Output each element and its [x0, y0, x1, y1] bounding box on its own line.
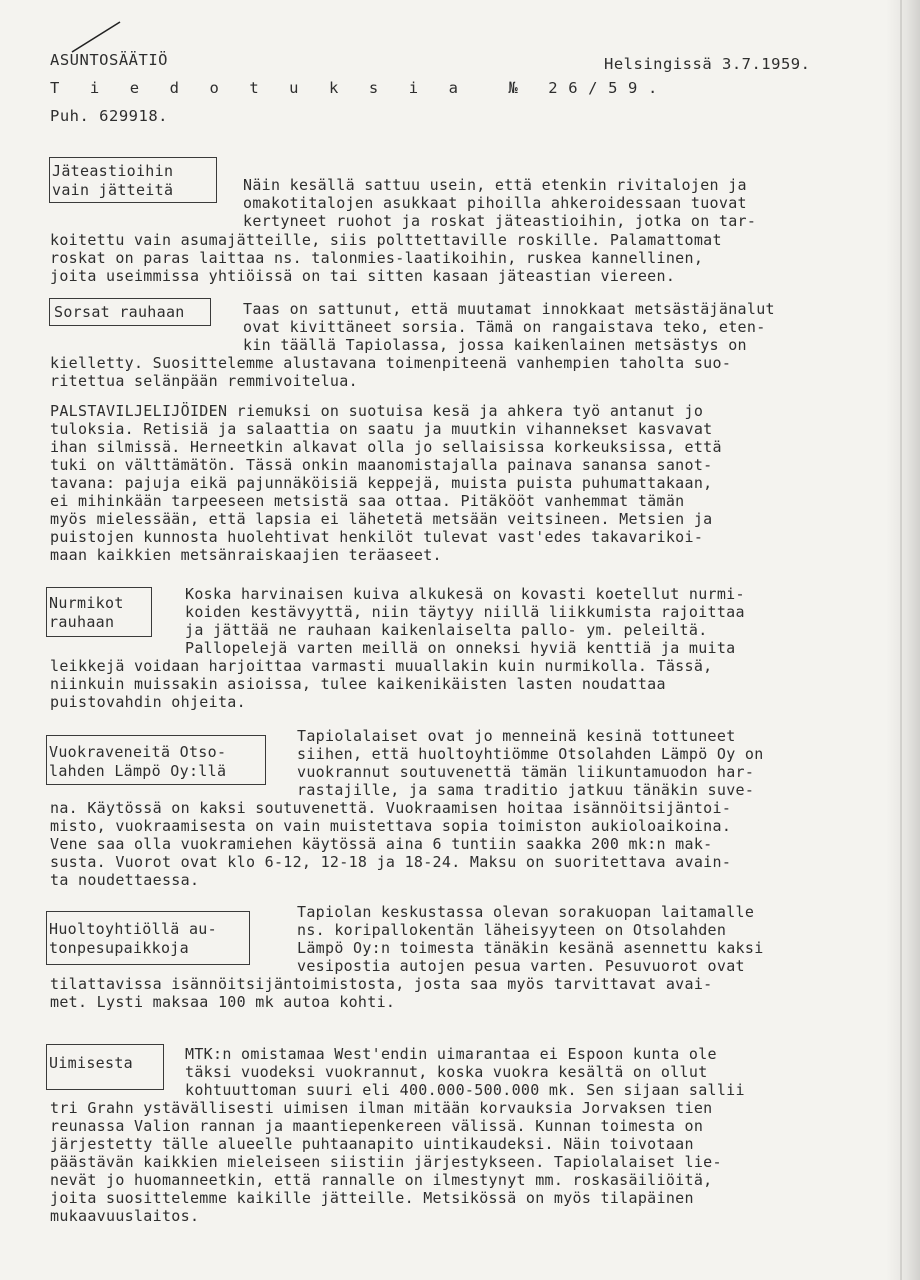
text-line: rastajille, ja sama traditio jatkuu tänäkin suve- — [297, 781, 755, 799]
text-line: Tapiolan keskustassa olevan sorakuopan laitamalle — [297, 903, 755, 921]
text-line: met. Lysti maksaa 100 mk autoa kohti. — [50, 993, 396, 1011]
text-line: roskat on paras laittaa ns. talonmies-laatikoihin, ruskea kannellinen, — [50, 249, 704, 267]
text-line: vesipostia autojen pesua varten. Pesuvuorot ovat — [297, 957, 745, 975]
text-line: koiden kestävyyttä, niin täytyy niillä liikkumista rajoittaa — [185, 603, 745, 621]
text-line: reunassa Valion rannan ja maantiepenkereen välissä. Kunnan toimesta on — [50, 1117, 704, 1135]
text-line: ei mihinkään tarpeeseen metsistä saa ottaa. Pitäkööt vanhemmat tämän — [50, 492, 685, 510]
text-line: ta noudettaessa. — [50, 871, 200, 889]
section-heading-box-lawns — [46, 587, 152, 637]
text-line: niinkuin muissakin asioissa, tulee kaikenikäisten lasten noudattaa — [50, 675, 666, 693]
bulletin-number: T i e d o t u k s i a № 26/59. — [50, 79, 668, 97]
text-line: Lämpö Oy:n toimesta tänäkin kesänä asennettu kaksi — [297, 939, 764, 957]
text-line: tuki on välttämätön. Tässä onkin maanomistajalla painava sanansa sanot- — [50, 456, 713, 474]
section-heading-line: vain jätteitä — [52, 181, 174, 199]
text-line: täksi vuodeksi vuokrannut, koska vuokra kesältä on ollut — [185, 1063, 708, 1081]
text-line: Pallopelejä varten meillä on onneksi hyviä kenttiä ja muita — [185, 639, 736, 657]
text-line: tri Grahn ystävällisesti uimisen ilman mitään korvauksia Jorvaksen tien — [50, 1099, 713, 1117]
text-line: PALSTAVILJELIJÖIDEN riemuksi on suotuisa kesä ja ahkera työ antanut jo — [50, 402, 704, 420]
section-heading-box-carwash — [46, 911, 250, 965]
section-heading-box-ducks — [49, 298, 211, 326]
phone-number: Puh. 629918. — [50, 107, 168, 125]
text-line: Taas on sattunut, että muutamat innokkaat metsästäjänalut — [243, 300, 775, 318]
text-line: nevät jo huomanneetkin, että rannalle on ilmestynyt mm. roskasäiliöitä, — [50, 1171, 713, 1189]
text-line: kohtuuttoman suuri eli 400.000-500.000 mk. Sen sijaan sallii — [185, 1081, 745, 1099]
text-line: ritettua selänpään remmivoitelua. — [50, 372, 358, 390]
text-line: joita suosittelemme kaikille jätteille. Metsikössä on myös tilapäinen — [50, 1189, 694, 1207]
text-line: ihan silmissä. Herneetkin alkavat olla jo sellaisissa korkeuksissa, että — [50, 438, 722, 456]
text-line: päästävän kaikkien mieleiseen siistiin järjestykseen. Tapiolalaiset lie- — [50, 1153, 722, 1171]
text-line: koitettu vain asumajätteille, siis polttettaville roskille. Palamattomat — [50, 231, 722, 249]
section-heading-line: tonpesupaikkoja — [49, 939, 189, 957]
text-line: myös mielessään, että lapsia ei lähetetä metsään veitsineen. Metsien ja — [50, 510, 713, 528]
text-line: järjestetty tälle alueelle puhtaanapito uintikaudeksi. Näin toivotaan — [50, 1135, 694, 1153]
section-heading-box-waste — [49, 157, 217, 203]
text-line: puistojen kunnosta huolehtivat henkilöt tulevat vast'edes takavarikoi- — [50, 528, 704, 546]
text-line: leikkejä voidaan harjoittaa varmasti muuallakin kuin nurmikolla. Tässä, — [50, 657, 713, 675]
text-line: joita useimmissa yhtiöissä on tai sitten kasaan jäteastian viereen. — [50, 267, 676, 285]
section-heading-line: Jäteastioihin — [52, 162, 174, 180]
text-line: ja jättää ne rauhaan kaikenlaiselta pallo- ym. peleiltä. — [185, 621, 708, 639]
place-and-date: Helsingissä 3.7.1959. — [604, 55, 811, 73]
text-line: MTK:n omistamaa West'endin uimarantaa ei Espoon kunta ole — [185, 1045, 717, 1063]
section-heading-line: lahden Lämpö Oy:llä — [49, 762, 227, 780]
section-heading-line: Uimisesta — [49, 1054, 133, 1072]
page-edge-shadow — [886, 0, 920, 1280]
text-line: Tapiolalaiset ovat jo menneinä kesinä tottuneet — [297, 727, 736, 745]
text-line: tuloksia. Retisiä ja salaattia on saatu ja muutkin vihannekset kasvavat — [50, 420, 713, 438]
text-line: Vene saa olla vuokramiehen käytössä aina 6 tuntiin saakka 200 mk:n mak- — [50, 835, 713, 853]
text-line: mukaavuuslaitos. — [50, 1207, 200, 1225]
handwritten-check-mark-icon — [70, 20, 124, 54]
text-line: kielletty. Suosittelemme alustavana toimenpiteenä vanhempien taholta suo- — [50, 354, 732, 372]
text-line: ovat kivittäneet sorsia. Tämä on rangaistava teko, eten- — [243, 318, 766, 336]
text-line: na. Käytössä on kaksi soutuvenettä. Vuokraamisen hoitaa isännöitsijäntoi- — [50, 799, 732, 817]
text-line: omakotitalojen asukkaat pihoilla ahkeroidessaan tuovat — [243, 194, 747, 212]
text-line: ns. koripallokentän läheisyyteen on Otsolahden — [297, 921, 727, 939]
section-heading-line: Huoltoyhtiöllä au- — [49, 920, 217, 938]
page-fold-line — [900, 0, 902, 1280]
text-line: Koska harvinaisen kuiva alkukesä on kovasti koetellut nurmi- — [185, 585, 745, 603]
section-heading-line: Vuokraveneitä Otso- — [49, 743, 227, 761]
section-heading-line: Sorsat rauhaan — [54, 303, 185, 321]
text-line: susta. Vuorot ovat klo 6-12, 12-18 ja 18-24. Maksu on suoritettava avain- — [50, 853, 732, 871]
text-line: misto, vuokraamisesta on vain muistettava sopia toimiston aukioloaikoina. — [50, 817, 732, 835]
section-heading-box-boats — [46, 735, 266, 785]
section-heading-line: rauhaan — [49, 613, 115, 631]
text-line: puistovahdin ohjeita. — [50, 693, 246, 711]
text-line: kin täällä Tapiolassa, jossa kaikenlainen metsästys on — [243, 336, 747, 354]
text-line: Näin kesällä sattuu usein, että etenkin rivitalojen ja — [243, 176, 747, 194]
section-heading-line: Nurmikot — [49, 594, 124, 612]
text-line: siihen, että huoltoyhtiömme Otsolahden Lämpö Oy on — [297, 745, 764, 763]
text-line: tilattavissa isännöitsijäntoimistosta, josta saa myös tarvittavat avai- — [50, 975, 713, 993]
text-line: kertyneet ruohot ja roskat jäteastioihin, jotka on tar- — [243, 212, 757, 230]
text-line: maan kaikkien metsänraiskaajien teräaseet. — [50, 546, 442, 564]
organization-name: ASUNTOSÄÄTIÖ — [50, 51, 168, 69]
section-heading-box-swimming — [46, 1044, 164, 1090]
text-line: tavana: pajuja eikä pajunnäköisiä keppejä, muista puista puhumattakaan, — [50, 474, 713, 492]
text-line: vuokrannut soutuvenettä tämän liikuntamuodon har- — [297, 763, 755, 781]
